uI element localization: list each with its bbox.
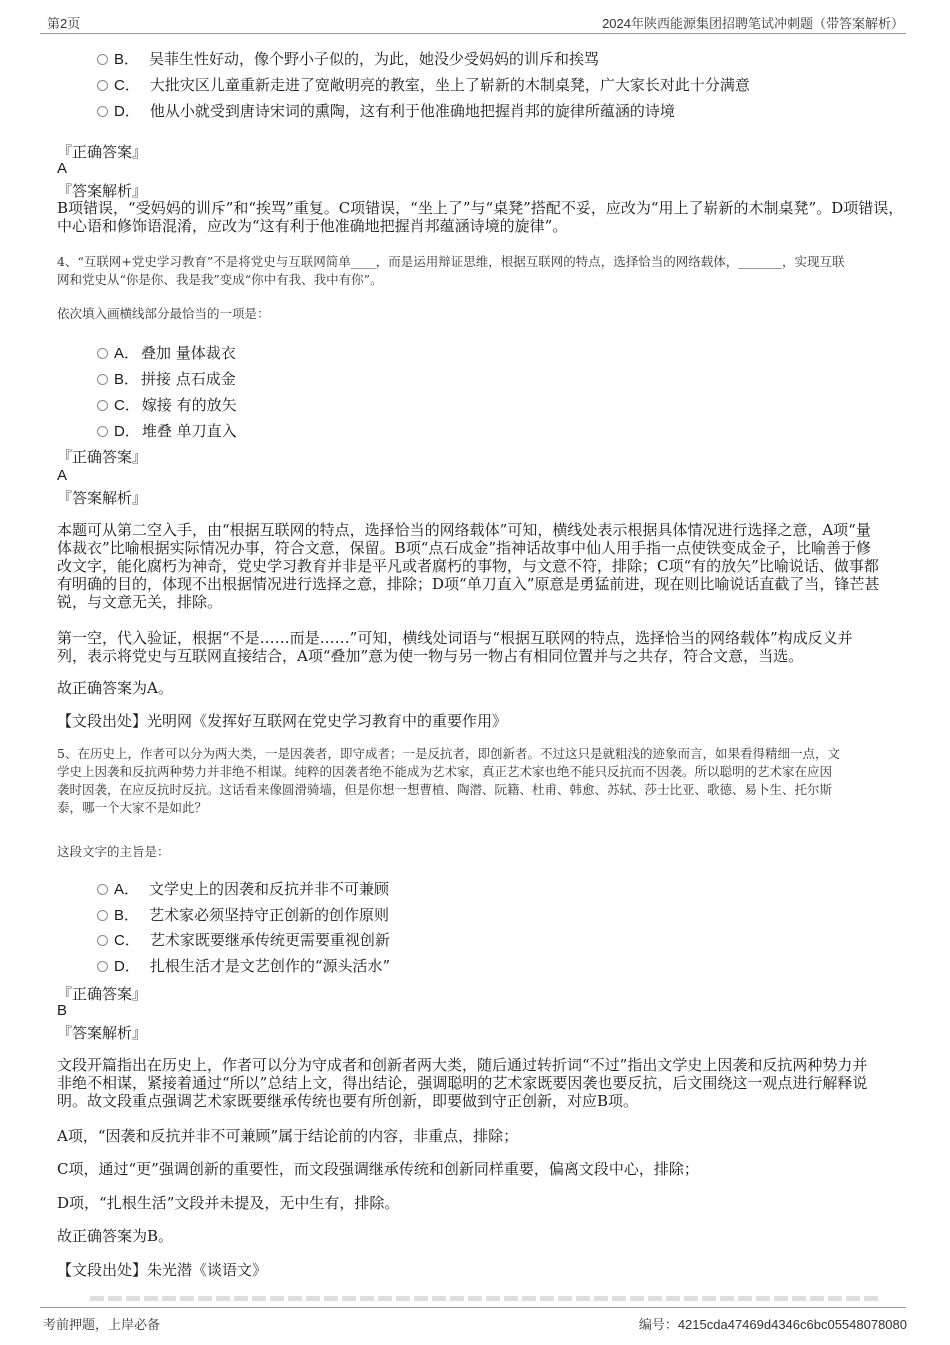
radio-icon[interactable] <box>97 910 108 921</box>
q4-option-d[interactable]: D． 堆叠 单刀直入 <box>97 420 237 441</box>
q3-option-d[interactable]: D． 他从小就受到唐诗宋词的熏陶，这有利于他准确地把握肖邦的旋律所蕴涵的诗境 <box>97 100 675 121</box>
q3-option-c[interactable]: C． 大批灾区儿童重新走进了宽敞明亮的教室，坐上了崭新的木制桌凳，广大家长对此十分满意 <box>97 74 750 95</box>
q3-analysis-label: 『答案解析』 <box>57 182 148 200</box>
document-title: 2024年陕西能源集团招聘笔试冲刺题（带答案解析） <box>602 16 904 31</box>
radio-icon[interactable] <box>97 935 108 946</box>
radio-icon[interactable] <box>97 80 108 91</box>
q5-analysis-d: D项，“扎根生活”文段并未提及，无中生有，排除。 <box>57 1194 400 1212</box>
footer-divider <box>40 1307 906 1308</box>
q3-option-b[interactable]: B． 吴菲生性好动，像个野小子似的，为此，她没少受妈妈的训斥和挨骂 <box>97 48 599 69</box>
q3-analysis: B项错误，“受妈妈的训斥”和“挨骂”重复。C项错误，“坐上了”与“桌凳”搭配不妥，应改为“用上了崭新的木制桌凳”。D项错误， 中心语和修饰语混淆，应改为“这有利于他准确地把握肖邦蕴涵诗境的旋律”。 <box>57 199 904 235</box>
radio-icon[interactable] <box>97 54 108 65</box>
radio-icon[interactable] <box>97 106 108 117</box>
q5-option-c[interactable]: C． 艺术家既要继承传统更需要重视创新 <box>97 929 390 950</box>
radio-icon[interactable] <box>97 374 108 385</box>
q5-option-a[interactable]: A． 文学史上的因袭和反抗并非不可兼顾 <box>97 878 389 899</box>
q4-analysis-paragraph-1: 本题可从第二空入手，由“根据互联网的特点，选择恰当的网络载体”可知，横线处表示根据具体情况进行选择之意，A项“量 体裁衣”比喻根据实际情况办事，符合文意，保留。B项“点石成金”指神话故事中仙人用手指一点使铁变成金子，比喻善于修 改文字，能化腐朽为神奇，党史学习教育并非是平凡或者腐朽的事物，与文意不符，排除；C项“有的放矢”比喻说话、做事都 有明确的目的，体现不出根据情况进行选择之意，排除；D项“单刀直入”原意是勇猛前进，现在则比喻说话直截了当，锋芒甚 锐，与文意无关，排除。 <box>57 521 880 611</box>
radio-icon[interactable] <box>97 961 108 972</box>
q5-option-b[interactable]: B． 艺术家必须坚持守正创新的创作原则 <box>97 904 389 925</box>
q4-prompt: 依次填入画横线部分最恰当的一项是： <box>57 306 270 321</box>
footer-slogan: 考前押题，上岸必备 <box>43 1318 161 1333</box>
q5-option-d[interactable]: D． 扎根生活才是文艺创作的“源头活水” <box>97 955 390 976</box>
q4-option-b[interactable]: B． 拼接 点石成金 <box>97 368 236 389</box>
q5-analysis-paragraph-1: 文段开篇指出在历史上，作者可以分为守成者和创新者两大类，随后通过转折词“不过”指出文学史上因袭和反抗两种势力并 非绝不相谋，紧接着通过“所以”总结上文，得出结论，强调聪明的艺术家既要因袭也要反抗，后文围绕这一观点进行解释说 明。故文段重点强调艺术家既要继承传统也要有所创新，即要做到守正创新，对应B项。 <box>57 1056 868 1110</box>
q3-answer: A <box>57 160 68 177</box>
q5-analysis-c: C项，通过“更”强调创新的重要性，而文段强调继承传统和创新同样重要，偏离文段中心，排除； <box>57 1160 699 1178</box>
radio-icon[interactable] <box>97 400 108 411</box>
q4-option-a[interactable]: A． 叠加 量体裁衣 <box>97 342 236 363</box>
q4-option-c[interactable]: C． 嫁接 有的放矢 <box>97 394 237 415</box>
q4-answer-label: 『正确答案』 <box>57 448 148 466</box>
q4-conclusion: 故正确答案为A。 <box>57 679 173 697</box>
page-number: 第2页 <box>47 16 81 31</box>
footer-document-id: 编号：4215cda47469d4346c6bc05548078080 <box>638 1317 907 1333</box>
header-divider <box>40 33 906 34</box>
q3-answer-label: 『正确答案』 <box>57 143 148 161</box>
q4-source: 【文段出处】光明网《发挥好互联网在党史学习教育中的重要作用》 <box>57 712 508 730</box>
q4-stem: 4、“互联网+党史学习教育”不是将党史与互联网简单____，而是运用辩证思维，根据互联网的特点，选择恰当的网络载体，_______，实现互联 网和党史从“你是你、我是我”变成“你中有我、我中有你”。 <box>57 254 845 287</box>
q5-answer: B <box>57 1002 68 1019</box>
q4-analysis-label: 『答案解析』 <box>57 489 148 507</box>
radio-icon[interactable] <box>97 348 108 359</box>
q5-answer-label: 『正确答案』 <box>57 985 148 1003</box>
q4-analysis-paragraph-2: 第一空，代入验证，根据“不是……而是……”可知，横线处词语与“根据互联网的特点，选择恰当的网络载体”构成反义并 列，表示将党史与互联网直接结合，A项“叠加”意为使一物与另一物占有相同位置并与之共存，符合文意，当选。 <box>57 629 853 665</box>
radio-icon[interactable] <box>97 426 108 437</box>
q5-source: 【文段出处】朱光潜《谈语文》 <box>57 1261 268 1279</box>
q5-stem: 5、在历史上，作者可以分为两大类，一是因袭者，即守成者；一是反抗者，即创新者。不过这只是就粗浅的迹象而言，如果看得精细一点，文 学史上因袭和反抗两种势力并非绝不相谋。纯粹的因袭者绝不能成为艺术家，真正艺术家也绝不能只反抗而不因袭。所以聪明的艺术家在应因 袭时因袭，在应反抗时反抗。这话看来像圆滑骑墙，但是你想一想曹植、陶潜、阮籍、杜甫、韩愈、苏轼、莎士比亚、歌德、易卜生、托尔斯 泰，哪一个大家不是如此？ <box>57 746 840 815</box>
q5-prompt: 这段文字的主旨是： <box>57 844 170 859</box>
truncated-text-line <box>90 1296 880 1301</box>
q5-conclusion: 故正确答案为B。 <box>57 1227 174 1245</box>
q4-answer: A <box>57 467 68 484</box>
q5-analysis-a: A项，“因袭和反抗并非不可兼顾”属于结论前的内容，非重点，排除； <box>57 1127 519 1145</box>
q5-analysis-label: 『答案解析』 <box>57 1024 148 1042</box>
radio-icon[interactable] <box>97 884 108 895</box>
